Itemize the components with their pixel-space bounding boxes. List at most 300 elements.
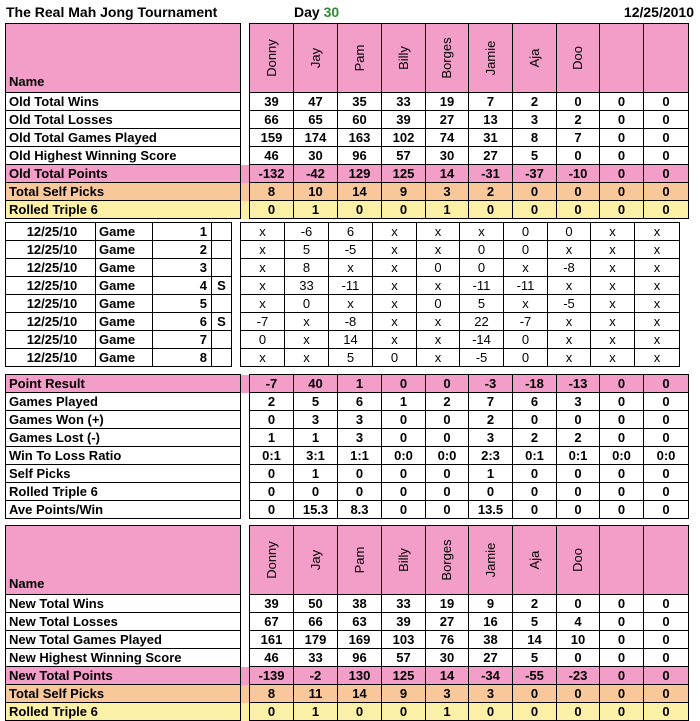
game-score: x [591,349,635,367]
result-cell: 0 [600,501,644,519]
player-name: Aja [526,550,542,570]
stat-cell: 16 [469,613,513,631]
result-cell: 3 [338,429,382,447]
stat-cell: 174 [294,129,338,147]
result-cell: 40 [294,375,338,393]
new-stats-table [5,525,689,721]
stat-cell: 0 [469,201,513,219]
result-cell: 0 [600,483,644,501]
stat-cell: 130 [338,667,382,685]
stat-cell: 0 [644,183,689,201]
game-row [6,223,680,241]
game-score: x [548,241,591,259]
result-row [6,483,689,501]
stat-cell: 3 [426,685,469,703]
result-cell: 0 [426,429,469,447]
stat-cell: 7 [557,129,600,147]
result-row [6,465,689,483]
game-score: x [504,295,548,313]
game-label: Game [96,277,153,295]
result-cell: 0 [600,465,644,483]
stat-cell: 0 [382,703,426,721]
result-cell: 0 [557,483,600,501]
game-score: 8 [285,259,329,277]
game-row [6,331,680,349]
player-name: Borges [439,37,454,79]
player-header [513,526,557,595]
stat-cell: 35 [338,93,382,111]
stat-cell: 30 [426,649,469,667]
stat-cell: 1 [426,703,469,721]
player-name: Donny [263,541,279,579]
result-cell: 0 [557,501,600,519]
result-cell: 0 [513,501,557,519]
game-row [6,313,680,331]
stat-row [6,147,689,165]
stat-cell: 0 [557,595,600,613]
stat-cell: 3 [469,685,513,703]
stat-cell: 0 [644,129,689,147]
player-header [600,24,644,93]
result-cell: 2 [426,393,469,411]
stat-cell: -34 [469,667,513,685]
result-cell: 0 [382,375,426,393]
result-cell: -3 [469,375,513,393]
stat-cell: 33 [382,595,426,613]
game-score: x [373,259,417,277]
game-score: x [548,313,591,331]
result-label: Self Picks [6,465,241,483]
player-header [250,24,294,93]
stat-cell: 0 [557,703,600,721]
game-score: 5 [329,349,373,367]
stat-cell: 0 [644,613,689,631]
player-header [382,526,426,595]
result-cell: 0 [426,375,469,393]
game-score: x [373,277,417,295]
stat-cell: 31 [469,129,513,147]
stat-cell: 0 [338,703,382,721]
result-cell: 0 [250,411,294,429]
stat-label: New Total Wins [6,595,241,613]
stat-cell: 76 [426,631,469,649]
game-number: 4 [153,277,212,295]
game-score: x [285,331,329,349]
game-score: -8 [329,313,373,331]
result-label: Win To Loss Ratio [6,447,241,465]
game-score: 0 [417,295,460,313]
game-score: x [373,241,417,259]
game-flag [212,223,232,241]
player-header [382,24,426,93]
stat-cell: 10 [557,631,600,649]
result-cell: 0 [513,483,557,501]
stat-cell: 38 [338,595,382,613]
stat-cell: 74 [426,129,469,147]
stat-cell: 67 [250,613,294,631]
game-score: -11 [504,277,548,295]
stat-cell: 0 [600,165,644,183]
stat-cell: 0 [600,201,644,219]
game-label: Game [96,241,153,259]
result-cell: 0 [513,465,557,483]
game-score: 0 [460,259,504,277]
stat-label: Old Total Wins [6,93,241,111]
game-score: 0 [548,223,591,241]
stat-cell: 0 [644,649,689,667]
stat-cell: 0 [382,201,426,219]
game-score: 0 [241,331,285,349]
stat-cell: 0 [600,649,644,667]
game-score: 22 [460,313,504,331]
stat-cell: 60 [338,111,382,129]
result-cell: 1:1 [338,447,382,465]
stat-cell: 1 [294,201,338,219]
stat-cell: 27 [426,613,469,631]
game-score: x [548,331,591,349]
stat-cell: 5 [513,147,557,165]
game-number: 6 [153,313,212,331]
result-cell: 0:0 [600,447,644,465]
player-name: Aja [526,48,542,68]
stat-cell: 39 [382,111,426,129]
game-score: -5 [329,241,373,259]
game-score: x [241,223,285,241]
stat-cell: 66 [250,111,294,129]
stat-cell: 63 [338,613,382,631]
result-cell: 0 [600,393,644,411]
player-name: Donny [263,39,279,77]
stat-cell: 0 [513,703,557,721]
stat-row [6,667,689,685]
name-header: Name [6,526,241,595]
result-cell: 3:1 [294,447,338,465]
stat-cell: 4 [557,613,600,631]
game-score: 5 [285,241,329,259]
stat-cell: 96 [338,147,382,165]
game-score: x [504,259,548,277]
result-cell: 0 [294,483,338,501]
result-cell: 0:0 [426,447,469,465]
result-cell: 7 [469,393,513,411]
game-number: 5 [153,295,212,313]
result-cell: 0 [382,411,426,429]
result-cell: 0 [644,393,689,411]
player-name: Doo [570,46,585,70]
player-header-row [6,526,689,595]
game-score: x [635,259,680,277]
game-score: x [417,223,460,241]
result-cell: 15.3 [294,501,338,519]
result-cell: 2 [250,393,294,411]
game-row [6,277,680,295]
game-score: x [417,241,460,259]
player-name: Doo [570,548,585,572]
game-score: x [591,331,635,349]
game-label: Game [96,313,153,331]
stat-cell: 0 [644,165,689,183]
result-cell: 0 [250,483,294,501]
game-date: 12/25/10 [6,349,96,367]
game-score: -7 [241,313,285,331]
game-score: x [591,277,635,295]
game-score: x [591,313,635,331]
game-score: 6 [329,223,373,241]
stat-cell: 0 [557,685,600,703]
stat-cell: 27 [426,111,469,129]
stat-cell: -139 [250,667,294,685]
result-cell: 0 [426,411,469,429]
game-score: x [241,295,285,313]
stat-cell: 38 [469,631,513,649]
stat-row [6,165,689,183]
stat-cell: 0 [557,649,600,667]
stat-cell: 57 [382,649,426,667]
result-cell: 0 [644,465,689,483]
result-cell: 0 [382,429,426,447]
player-name: Borges [439,539,454,581]
result-cell: 0 [557,411,600,429]
tournament-title: The Real Mah Jong Tournament [6,4,218,20]
game-score: x [635,313,680,331]
day-label: Day [294,4,320,20]
result-row [6,447,689,465]
game-score: x [635,331,680,349]
stat-cell: 159 [250,129,294,147]
stat-row [6,93,689,111]
game-score: x [591,259,635,277]
game-score: 0 [504,331,548,349]
game-score: x [591,295,635,313]
stat-cell: 0 [513,685,557,703]
result-cell: 5 [294,393,338,411]
result-cell: 0 [250,501,294,519]
result-label: Point Result [6,375,241,393]
game-score: 0 [460,241,504,259]
game-score: 0 [373,349,417,367]
game-number: 8 [153,349,212,367]
player-header [469,24,513,93]
stat-cell: 0 [600,147,644,165]
stat-cell: 39 [250,595,294,613]
game-row [6,349,680,367]
game-score: x [548,349,591,367]
result-cell: -7 [250,375,294,393]
player-name: Jamie [482,542,498,578]
result-cell: 2 [469,411,513,429]
game-row [6,241,680,259]
result-cell: 0 [600,411,644,429]
stat-cell: 19 [426,595,469,613]
stat-cell: 46 [250,649,294,667]
result-cell: 1 [250,429,294,447]
stat-row [6,613,689,631]
stat-cell: 0 [600,685,644,703]
stat-cell: 0 [250,201,294,219]
stat-cell: 0 [557,201,600,219]
game-score: x [285,349,329,367]
game-score: -6 [285,223,329,241]
player-header [557,526,600,595]
stat-cell: 0 [557,183,600,201]
game-score: x [635,295,680,313]
game-score: -8 [548,259,591,277]
game-number: 3 [153,259,212,277]
result-cell: 0 [338,483,382,501]
game-score: x [635,223,680,241]
stat-cell: 27 [469,147,513,165]
result-cell: 0 [382,501,426,519]
game-score: x [417,277,460,295]
player-header [644,24,689,93]
stat-cell: 0 [557,93,600,111]
game-score: x [417,331,460,349]
stat-cell: 1 [294,703,338,721]
stat-cell: 125 [382,667,426,685]
stat-cell: 19 [426,93,469,111]
stat-cell: 179 [294,631,338,649]
stat-row [6,111,689,129]
game-row [6,295,680,313]
stat-cell: -2 [294,667,338,685]
game-score: x [373,313,417,331]
result-cell: 3 [294,411,338,429]
game-score: 0 [417,259,460,277]
stat-label: Old Total Games Played [6,129,241,147]
results-table [5,374,689,519]
game-date: 12/25/10 [6,313,96,331]
player-name: Pam [351,44,367,72]
result-cell: 13.5 [469,501,513,519]
result-label: Rolled Triple 6 [6,483,241,501]
game-label: Game [96,331,153,349]
stat-cell: 0 [469,703,513,721]
stat-label: New Total Points [6,667,241,685]
stat-cell: 0 [338,201,382,219]
game-number: 2 [153,241,212,259]
stat-cell: 163 [338,129,382,147]
game-score: x [635,277,680,295]
game-score: x [635,241,680,259]
game-label: Game [96,223,153,241]
stat-cell: 0 [644,631,689,649]
player-name: Pam [351,546,367,574]
stat-cell: 125 [382,165,426,183]
game-date: 12/25/10 [6,223,96,241]
result-cell: 6 [338,393,382,411]
result-row [6,393,689,411]
result-cell: 0 [644,501,689,519]
stat-cell: -10 [557,165,600,183]
game-score: x [329,259,373,277]
stat-cell: 0 [513,201,557,219]
game-flag [212,259,232,277]
stat-cell: 129 [338,165,382,183]
game-score: x [460,223,504,241]
game-score: x [635,349,680,367]
stat-label: New Highest Winning Score [6,649,241,667]
result-cell: 3 [557,393,600,411]
result-label: Ave Points/Win [6,501,241,519]
stat-cell: 30 [426,147,469,165]
game-score: x [548,277,591,295]
stat-cell: 2 [513,595,557,613]
sheet-header [0,0,700,22]
game-label: Game [96,295,153,313]
result-cell: 0 [382,483,426,501]
result-cell: 0 [426,465,469,483]
result-cell: 0 [338,465,382,483]
stat-cell: 0 [600,111,644,129]
player-name: Billy [395,548,411,572]
game-score: x [241,349,285,367]
stat-cell: -31 [469,165,513,183]
player-header [426,24,469,93]
game-number: 7 [153,331,212,349]
result-cell: 0 [426,501,469,519]
game-score: x [373,331,417,349]
stat-cell: 0 [600,129,644,147]
game-label: Game [96,349,153,367]
stat-cell: 9 [469,595,513,613]
result-cell: 1 [294,429,338,447]
stat-cell: 0 [644,147,689,165]
game-score: 33 [285,277,329,295]
stat-label: New Total Losses [6,613,241,631]
stat-label: Old Total Points [6,165,241,183]
game-date: 12/25/10 [6,241,96,259]
stat-cell: 14 [338,183,382,201]
stat-cell: 2 [469,183,513,201]
game-score: x [241,241,285,259]
result-cell: 0 [469,483,513,501]
player-header [250,526,294,595]
stat-cell: -132 [250,165,294,183]
stat-cell: 8 [250,183,294,201]
result-cell: 0:1 [557,447,600,465]
game-date: 12/25/10 [6,259,96,277]
game-score: x [285,313,329,331]
stat-row [6,201,689,219]
result-cell: 8.3 [338,501,382,519]
stat-cell: 2 [557,111,600,129]
result-cell: 3 [469,429,513,447]
game-score: x [591,241,635,259]
game-score: -14 [460,331,504,349]
result-label: Games Won (+) [6,411,241,429]
stat-cell: 0 [644,595,689,613]
stat-cell: 14 [426,667,469,685]
stat-cell: 27 [469,649,513,667]
result-cell: 0 [600,375,644,393]
stat-cell: 0 [644,667,689,685]
game-score: -7 [504,313,548,331]
player-header [294,526,338,595]
stat-cell: 10 [294,183,338,201]
game-score: 0 [504,349,548,367]
result-cell: 0 [426,483,469,501]
stat-cell: 7 [469,93,513,111]
stat-cell: 0 [600,595,644,613]
stat-label: Total Self Picks [6,183,241,201]
result-cell: 0 [557,465,600,483]
stat-cell: 46 [250,147,294,165]
player-header [294,24,338,93]
stat-cell: 3 [426,183,469,201]
stat-cell: 65 [294,111,338,129]
stat-row [6,649,689,667]
result-label: Games Played [6,393,241,411]
